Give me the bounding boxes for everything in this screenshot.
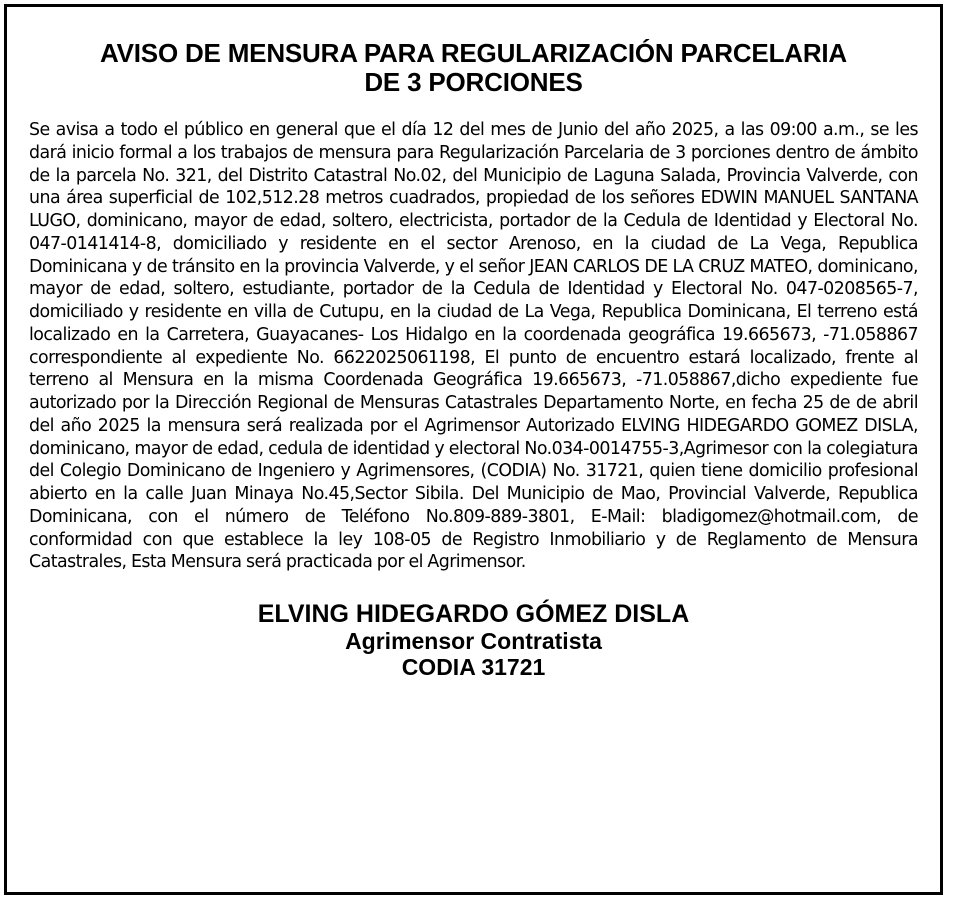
notice-box (4, 4, 943, 895)
title-line-1: AVISO DE MENSURA PARA REGULARIZACIÓN PARCELARIA (99, 38, 848, 68)
notice-body: Se avisa a todo el público en general que el día 12 del mes de Junio del año 2025, a las 09:00 a.m., se les dará inicio formal a los trabajos de mensura para Regularización Parcelaria de 3 porciones dentro de ámbito de la parcela No. 321, del Distrito Catastral No.02, del Municipio de Laguna Salada, Provincia Valverde, con una área superficial de 102,512.28 metros cuadrados, propiedad de los señores EDWIN MANUEL SANTANA LUGO, dominicano, mayor de edad, soltero, electricista, portador de la Cedula de Identidad y Electoral No. 047-0141414-8, domiciliado y residente en el sector Arenoso, en la ciudad de La Vega, Republica Dominicana y de tránsito en la provincia Valverde, y el señor JEAN CARLOS DE LA CRUZ MATEO, dominicano, mayor de edad, soltero, estudiante, portador de la Cedula de Identidad y Electoral No. 047-0208565-7, domiciliado y residente en villa de Cutupu, en la ciudad de La Vega, Republica Dominicana, El terreno está localizado en la Carretera, Guayacanes- Los Hidalgo en la coordenada geográfica 19.665673, -71.058867 correspondiente al expediente No. 6622025061198, El punto de encuentro estará localizado, frente al terreno al Mensura en la misma Coordenada Geográfica 19.665673, -71.058867,dicho expediente fue autorizado por la Dirección Regional de Mensuras Catastrales Departamento Norte, en fecha 25 de de abril del año 2025 la mensura será realizada por el Agrimensor Autorizado ELVING HIDEGARDO GOMEZ DISLA, dominicano, mayor de edad, cedula de identidad y electoral No.034-0014755-3,Agrimesor con la colegiatura del Colegio Dominicano de Ingeniero y Agrimensores, (CODIA) No. 31721, quien tiene domicilio profesional abierto en la calle Juan Minaya No.45,Sector Sibila. Del Municipio de Mao, Provincial Valverde, Republica Dominicana, con el número de Teléfono No.809-889-3801, E-Mail: bladigomez@hotmail.com, de conformidad con que establece la ley 108-05 de Registro Inmobiliario y de Reglamento de Mensura Catastrales, Esta Mensura será practicada por el Agrimensor. (29, 120, 918, 573)
surveyor-name: ELVING HIDEGARDO GÓMEZ DISLA (257, 600, 690, 628)
title-line-2: DE 3 PORCIONES (364, 67, 583, 97)
notice-title (27, 39, 920, 97)
surveyor-role: Agrimensor Contratista (345, 628, 602, 654)
codia-number: CODIA 31721 (401, 654, 546, 680)
signature-block (7, 600, 940, 680)
